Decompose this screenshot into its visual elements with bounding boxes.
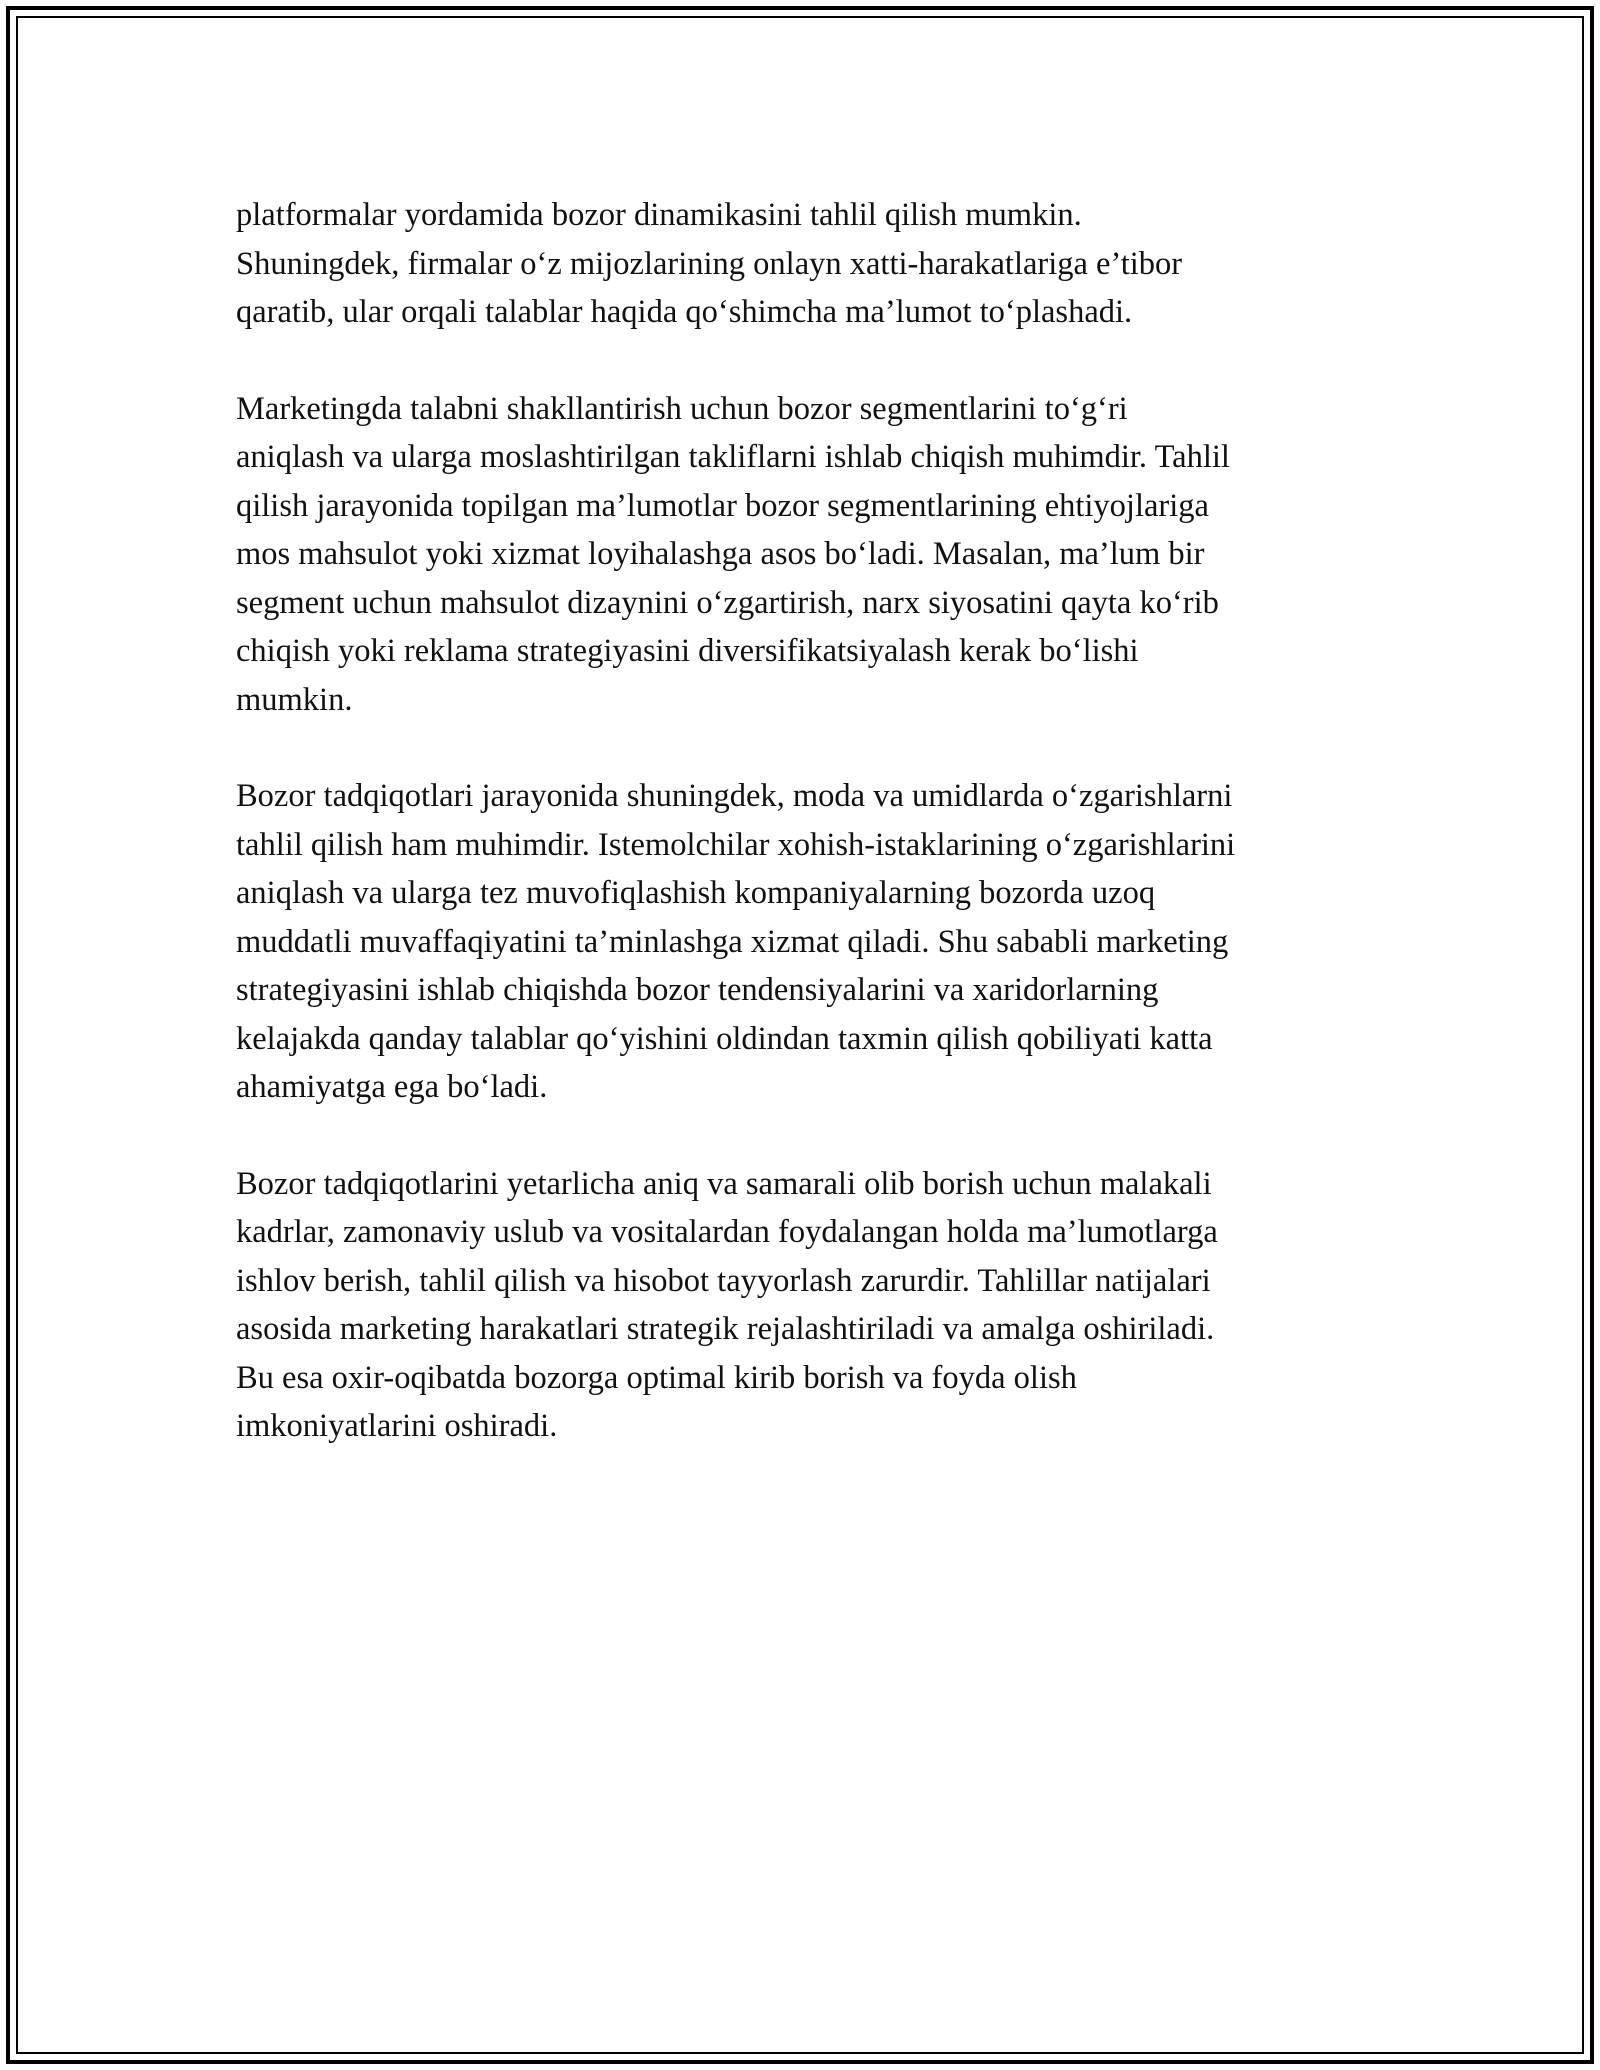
paragraph-2: Marketingda talabni shakllantirish uchun bozor segmentlarini to‘g‘ri aniqlash va ularga moslashtirilgan takliflarni ishlab chiqish muhimdir. Tahlil qilish jarayonida topilgan ma’lumotlar bozor segmentlarining ehtiyojlariga mos mahsulot yoki xizmat loyihalashga asos bo‘ladi. Masalan, ma’lum bir segment uchun mahsulot dizaynini o‘zgartirish, narx siyosatini qayta ko‘rib chiqish yoki reklama strategiyasini diversifikatsiyalash kerak bo‘lishi mumkin. — [236, 390, 1230, 718]
document-body — [236, 191, 1386, 1499]
paragraph-1: platformalar yordamida bozor dinamikasini tahlil qilish mumkin. Shuningdek, firmalar o‘z mijozlarining onlayn xatti-harakatlariga e’tibor qaratib, ular orqali talablar haqida qo‘shimcha ma’lumot to‘plashadi. — [236, 197, 1183, 330]
paragraph-3: Bozor tadqiqotlari jarayonida shuningdek, moda va umidlarda o‘zgarishlarni tahlil qilish ham muhimdir. Istemolchilar xohish-istaklarining o‘zgarishlarini aniqlash va ularga tez muvofiqlashish kompaniyalarning bozorda uzoq muddatli muvaffaqiyatini ta’minlashga xizmat qiladi. Shu sababli marketing strategiyasini ishlab chiqishda bozor tendensiyalarini va xaridorlarning kelajakda qanday talablar qo‘yishini oldindan taxmin qilish qobiliyati katta ahamiyatga ega bo‘ladi. — [236, 778, 1236, 1105]
paragraph-4: Bozor tadqiqotlarini yetarlicha aniq va samarali olib borish uchun malakali kadrlar, zamonaviy uslub va vositalardan foydalangan holda ma’lumotlarga ishlov berish, tahlil qilish va hisobot tayyorlash zarurdir. Tahlillar natijalari asosida marketing harakatlari strategik rejalashtiriladi va amalga oshiriladi. Bu esa oxir-oqibatda bozorga optimal kirib borish va foyda olish imkoniyatlarini oshiradi. — [236, 1165, 1218, 1444]
